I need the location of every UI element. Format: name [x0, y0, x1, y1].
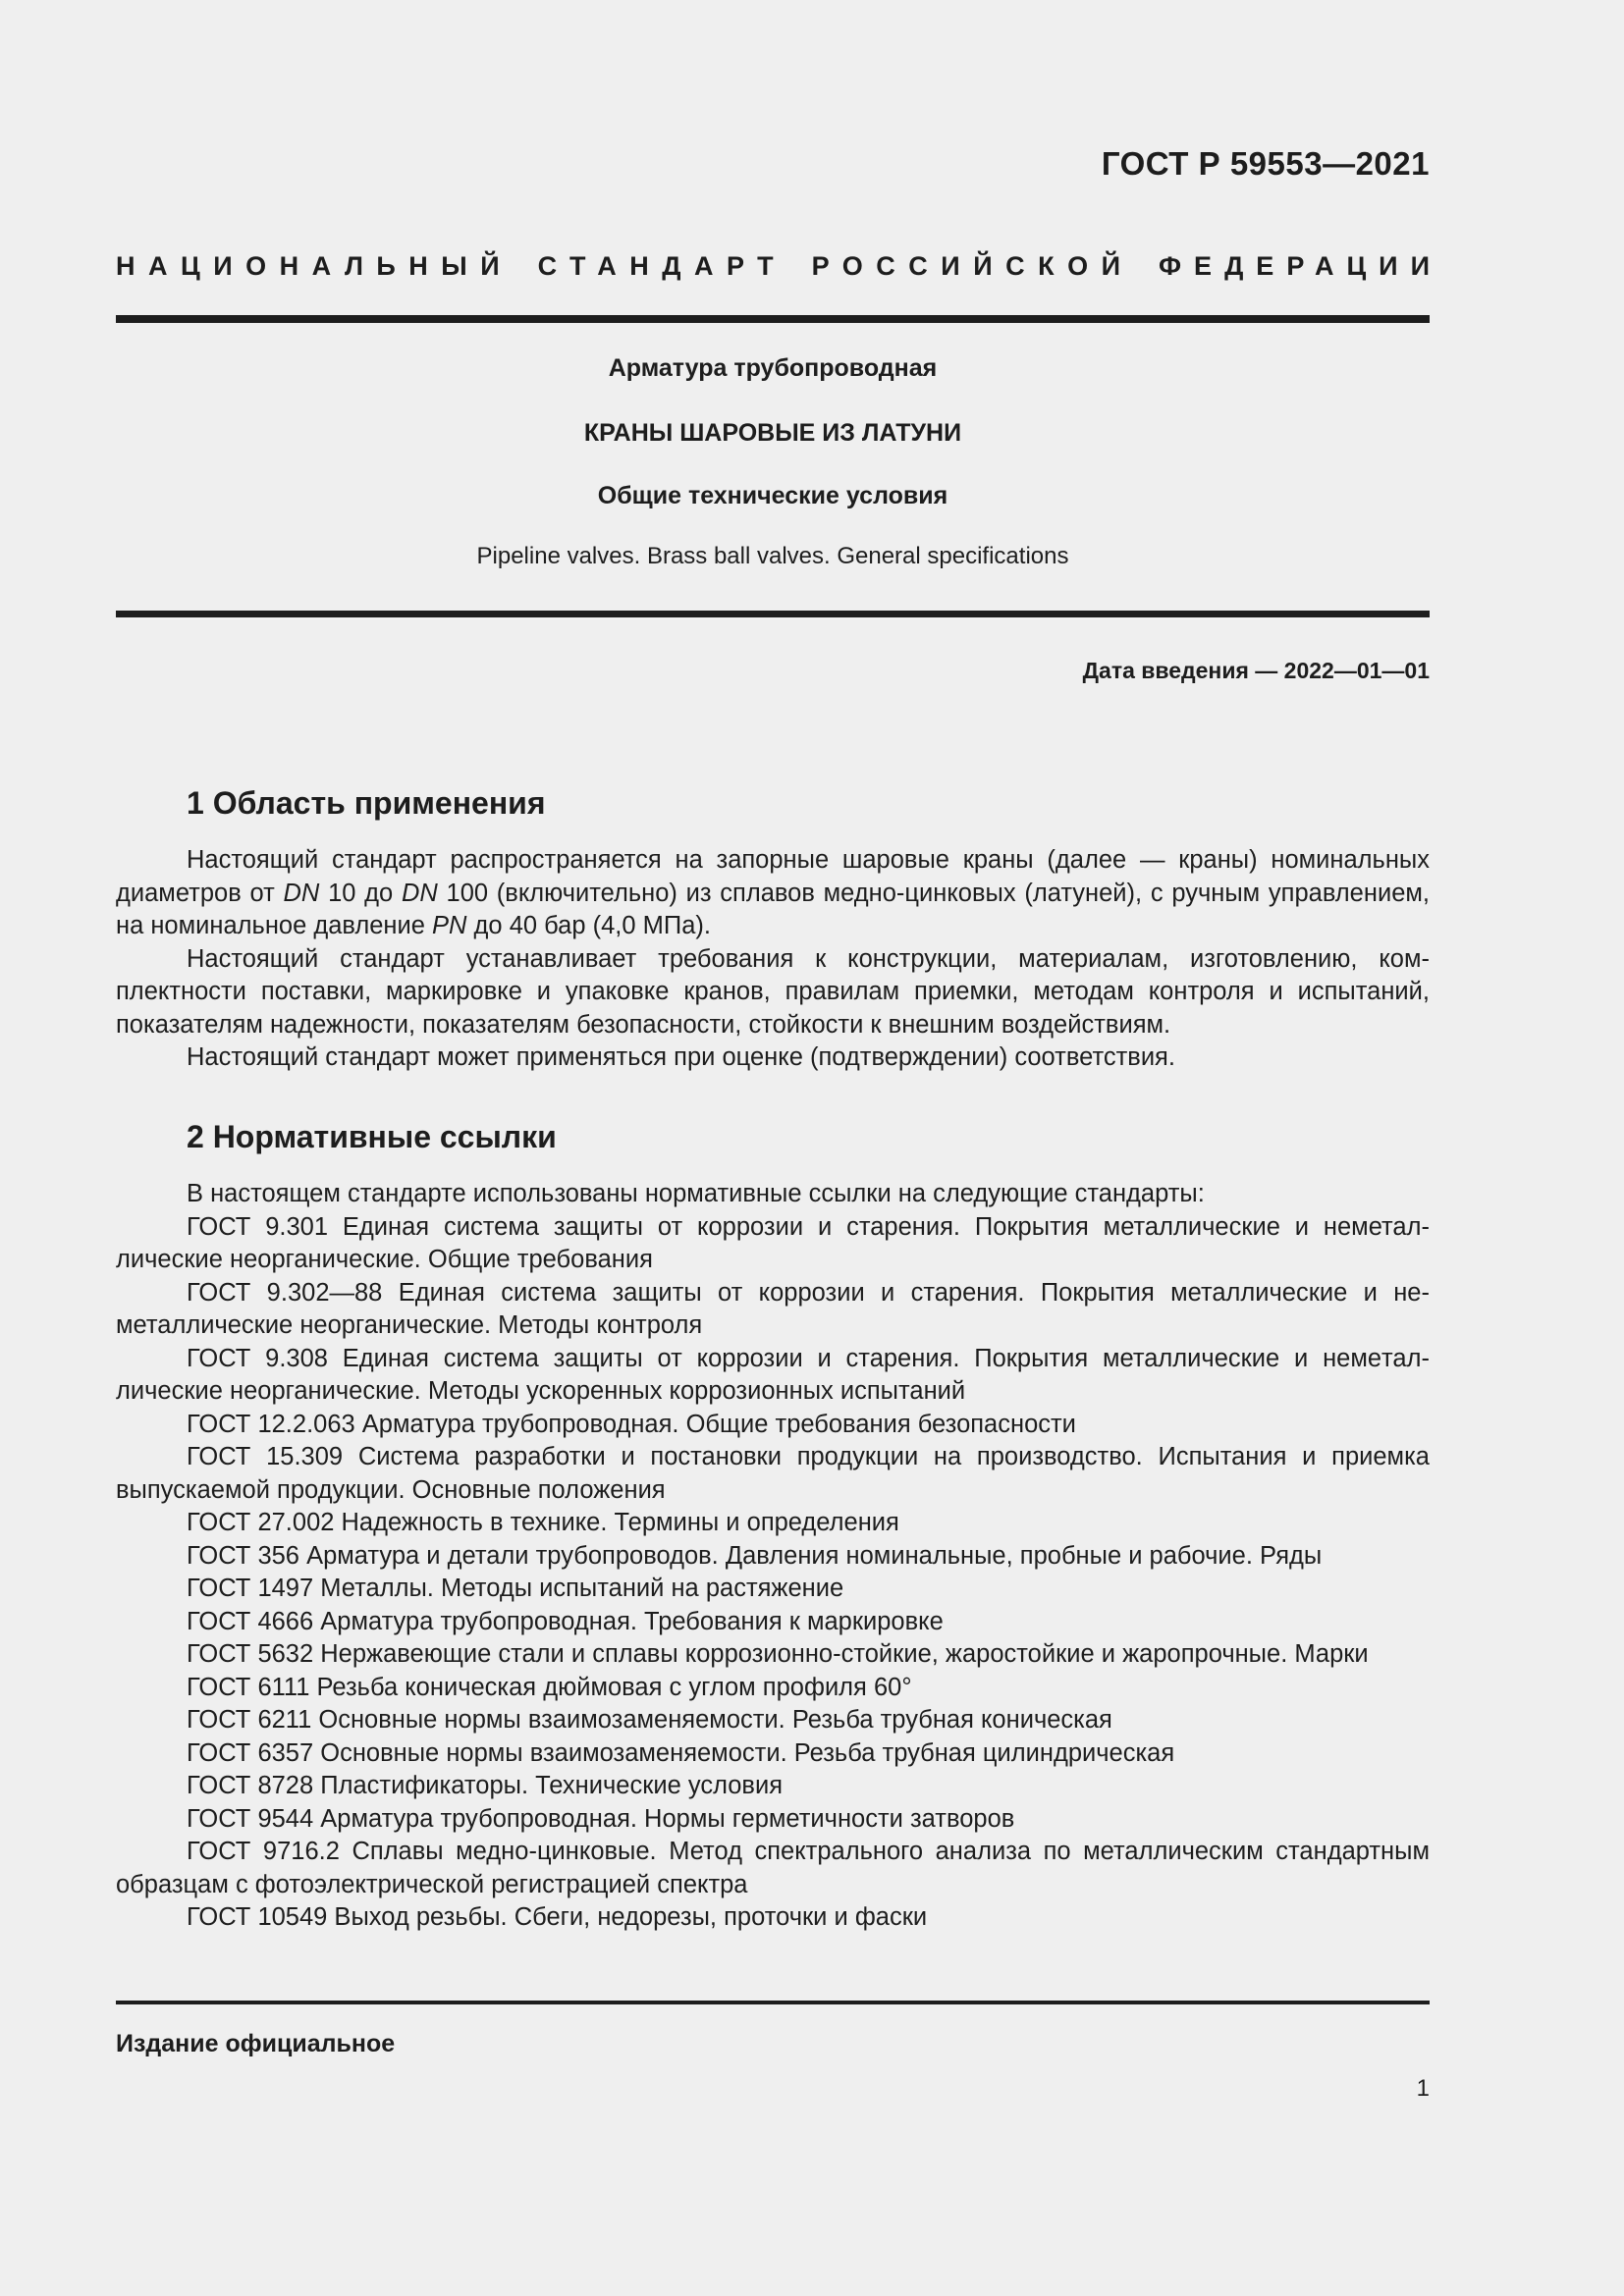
reference-item: ГОСТ 356 Арматура и детали трубопроводов. Давления номинальные, пробные и рабочие. Ряды [187, 1541, 1323, 1570]
reference-item: ГОСТ 6111 Резьба коническая дюймовая с углом профиля 60° [187, 1673, 912, 1701]
reference-item: ГОСТ 4666 Арматура трубопроводная. Требования к маркировке [187, 1607, 944, 1635]
paragraph: Настоящий стандарт может применяться при оценке (подтверждении) соответствия. [187, 1043, 1175, 1071]
standard-subject: Арматура трубопроводная [608, 354, 938, 382]
official-edition-note: Издание официальное [116, 2030, 396, 2057]
national-standard-title [116, 251, 1442, 282]
page-number: 1 [1416, 2075, 1430, 2102]
reference-item: ГОСТ 9716.2 Сплавы медно-цинковые. Метод спектрального анализа по металлическим стандартным образцам с фотоэлектрической регистрацией спектра [116, 1838, 1430, 1898]
reference-item: ГОСТ 9544 Арматура трубопроводная. Нормы герметичности затворов [187, 1804, 1015, 1833]
reference-item: ГОСТ 12.2.063 Арматура трубопроводная. Общие требования безопасности [187, 1410, 1076, 1438]
reference-item: ГОСТ 5632 Нержавеющие стали и сплавы коррозионно-стойкие, жаростойкие и жаропрочные. Марки [187, 1640, 1369, 1668]
national-title-word: ФЕДЕРАЦИИ [1159, 251, 1442, 281]
section-heading: 2 Нормативные ссылки [187, 1119, 557, 1154]
top-divider [116, 315, 1430, 323]
document-number: ГОСТ Р 59553—2021 [1101, 145, 1430, 182]
title-divider [116, 611, 1430, 617]
english-title: Pipeline valves. Brass ball valves. General specifications [476, 543, 1069, 569]
national-title-word: НАЦИОНАЛЬНЫЙ [116, 251, 514, 281]
reference-item: ГОСТ 9.301 Единая система защиты от коррозии и старения. Покрытия металлические и неметаллические неорганические. Общие требования [116, 1212, 1430, 1273]
reference-item: ГОСТ 10549 Выход резьбы. Сбеги, недорезы, проточки и фаски [187, 1903, 928, 1931]
footer-divider [116, 2001, 1430, 2004]
paragraph: Настоящий стандарт устанавливает требования к конструкции, материалам, изготовлению, комплектности поставки, маркировке и упаковке кранов, правилам приемки, методам контроля и испытаний, показателям надежности, показателям безопасности, стойкости к внешним воздействиям. [116, 944, 1430, 1039]
reference-item: ГОСТ 1497 Металлы. Методы испытаний на растяжение [187, 1575, 844, 1602]
reference-item: ГОСТ 9.308 Единая система защиты от коррозии и старения. Покрытия металлические и немeталлические неорганические. Методы ускоренных коррозионных испытаний [116, 1344, 1430, 1405]
national-title-word: СТАНДАРТ [537, 251, 787, 281]
paragraph: Настоящий стандарт распространяется на запорные шаровые краны (далее — краны) номинальных диаметров от DN 10 до DN 100 (включительно) из сплавов медно-цинковых (латуней), с ручным управлением, на номинальное давление PN до 40 бар (4,0 МПа). [116, 846, 1430, 939]
section-normative-references [116, 1115, 1430, 1935]
reference-item: ГОСТ 6211 Основные нормы взаимозаменяемости. Резьба трубная коническая [187, 1706, 1112, 1734]
reference-item: ГОСТ 9.302—88 Единая система защиты от коррозии и старения. Покрытия металлические и неметаллические неорганические. Методы контроля [116, 1278, 1430, 1339]
reference-item: ГОСТ 15.309 Система разработки и постановки продукции на производство. Испытания и приемка выпускаемой продукции. Основные положения [116, 1443, 1430, 1504]
paragraph: В настоящем стандарте использованы нормативные ссылки на следующие стандарты: [187, 1180, 1205, 1207]
national-title-word: РОССИЙСКОЙ [811, 251, 1134, 281]
reference-item: ГОСТ 8728 Пластификаторы. Технические условия [187, 1772, 784, 1799]
standard-name: КРАНЫ ШАРОВЫЕ ИЗ ЛАТУНИ [583, 419, 962, 447]
introduction-date: Дата введения — 2022—01—01 [1082, 658, 1430, 683]
reference-item: ГОСТ 6357 Основные нормы взаимозаменяемости. Резьба трубная цилиндрическая [187, 1738, 1175, 1767]
section-heading: 1 Область применения [187, 785, 546, 821]
reference-item: ГОСТ 27.002 Надежность в технике. Термины и определения [187, 1509, 899, 1536]
standard-specification: Общие технические условия [597, 482, 948, 509]
section-scope [116, 781, 1430, 1075]
